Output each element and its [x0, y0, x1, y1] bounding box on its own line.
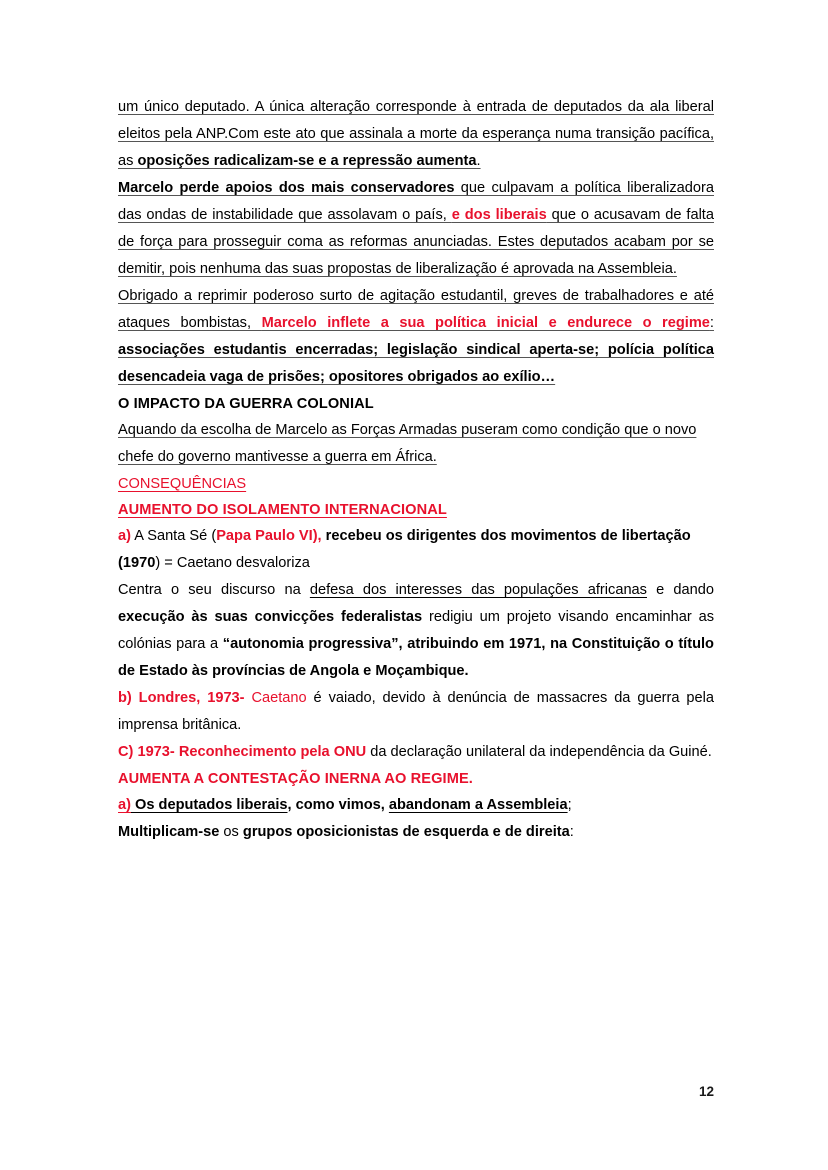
p10-run3-bold: grupos oposicionistas de esquerda e de direita	[242, 824, 570, 840]
p9-run2-bold: , como vimos,	[287, 797, 389, 813]
p2-run1-bold: Marcelo perde apoios dos mais conservadores	[118, 180, 455, 196]
p1-run3: .	[476, 153, 481, 169]
list-item-c-onu	[118, 739, 714, 766]
p10-run1-bold: Multiplicam-se	[118, 824, 220, 840]
paragraph-discurso	[118, 577, 714, 685]
section-heading-isolamento: AUMENTO DO ISOLAMENTO INTERNACIONAL	[118, 502, 447, 518]
paragraph-continuation	[118, 94, 714, 175]
p2-run2: que culpavam a política liberalizadora das ondas de instabilidade que assolavam o país,	[118, 180, 714, 223]
paragraph-marcelo-apoios	[118, 175, 714, 283]
p7-run2-red: Caetano	[244, 690, 307, 706]
p1-run1: um único deputado. A única alteração corresponde à entrada de deputados da ala liberal eleitos pela ANP.Com este ato que assinala a morte da esperança numa transição pacífica, as	[118, 99, 714, 169]
p6-run2-underline: defesa dos interesses das populações africanas	[309, 582, 647, 598]
p6-run3: e dando	[646, 582, 715, 598]
item-marker-a: a)	[118, 528, 131, 544]
p4-text: Aquando da escolha de Marcelo as Forças Armadas puseram como condição que o novo chefe do governo mantivesse a guerra em África.	[118, 422, 697, 465]
p2-run3-red-bold: e dos liberais	[451, 207, 547, 223]
subheading-consequencias	[118, 471, 714, 497]
section-heading-contestacao: AUMENTA A CONTESTAÇÃO INERNA AO REGIME.	[118, 771, 473, 787]
document-body	[118, 94, 714, 846]
p7-run1-red-bold: b) Londres, 1973-	[118, 690, 245, 706]
p3-run2-red-bold: Marcelo inflete a sua política inicial e endurece o regime	[261, 315, 710, 331]
consequencias-label: CONSEQUÊNCIAS	[118, 476, 247, 492]
p8-run2: da declaração unilateral da independência da Guiné.	[366, 744, 712, 760]
p2-run4: que o acusavam de falta de força para prosseguir coma as reformas anunciadas. Estes deputados acabam por se demitir, pois nenhuma das suas propostas de liberalização é aprovada na Assembleia.	[118, 207, 714, 277]
paragraph-multiplicam	[118, 819, 714, 846]
p9-run3-bold-underline: abandonam a Assembleia	[388, 797, 568, 813]
p3-run3: :	[709, 315, 714, 331]
p6-run5: redigiu um projeto visando encaminhar as colónias para a	[118, 609, 714, 652]
paragraph-repressao	[118, 283, 714, 391]
p9-run1-bold-underline: Os deputados liberais	[130, 797, 288, 813]
p9-run4: ;	[567, 797, 572, 813]
p5-run5: ) = Caetano desvaloriza	[155, 555, 310, 571]
p6-run6-bold: “autonomia progressiva”, atribuindo em 1971, na Constituição o título de Estado às províncias de Angola e Moçambique.	[118, 636, 714, 679]
paragraph-forcas-armadas	[118, 417, 714, 471]
p10-run4: :	[569, 824, 574, 840]
list-item-b-londres	[118, 685, 714, 739]
list-item-a-santa-se	[118, 523, 714, 577]
p3-run4-bold: associações estudantis encerradas; legislação sindical aperta-se; polícia política desencadeia vaga de prisões; opositores obrigados ao exílio…	[118, 342, 714, 385]
p10-run2: os	[219, 824, 243, 840]
page-number: 12	[698, 1084, 714, 1099]
list-item-a-deputados	[118, 792, 714, 819]
item-marker-a-2: a)	[118, 797, 131, 813]
p8-run1-red-bold: C) 1973- Reconhecimento pela ONU	[118, 744, 367, 760]
p5-run4-bold: (1970	[118, 555, 156, 571]
section-heading-impacto: O IMPACTO DA GUERRA COLONIAL	[118, 396, 374, 412]
p1-run2-bold: oposições radicalizam-se e a repressão aumenta	[137, 153, 477, 169]
p7-run3: é vaiado, devido à denúncia de massacres da guerra pela imprensa britânica.	[118, 690, 715, 733]
p3-run1: Obrigado a reprimir poderoso surto de agitação estudantil, greves de trabalhadores e até ataques bombistas,	[118, 288, 714, 331]
p6-run4-bold: execução às suas convicções federalistas	[118, 609, 423, 625]
p5-run1: A Santa Sé (	[130, 528, 217, 544]
p5-run3-bold: recebeu os dirigentes dos movimentos de libertação	[321, 528, 691, 544]
p5-run2-red-bold: Papa Paulo VI),	[216, 528, 322, 544]
p6-run1: Centra o seu discurso na	[118, 582, 310, 598]
